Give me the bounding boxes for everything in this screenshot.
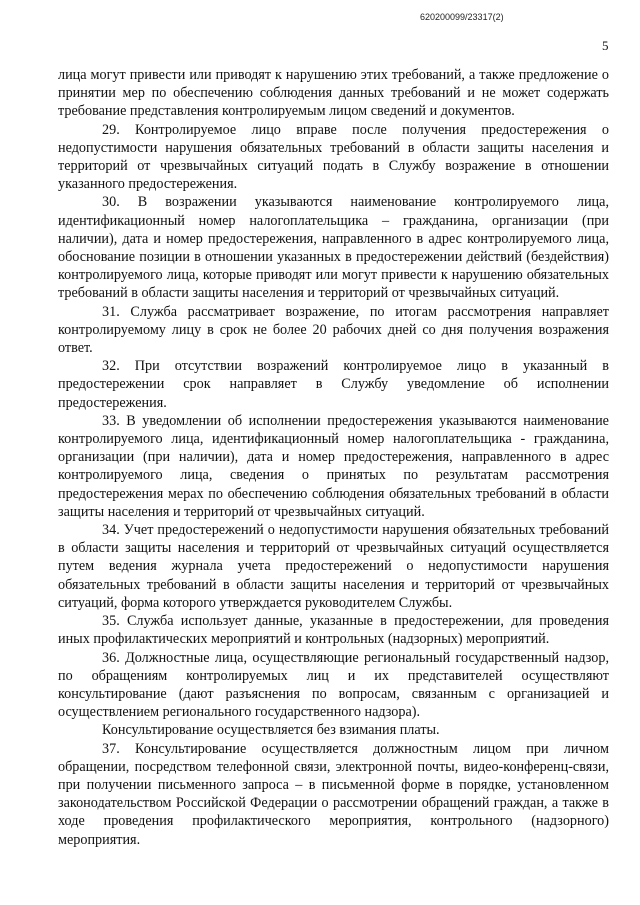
paragraph-35: 35. Служба использует данные, указанные в предостережении, для проведения иных профилактических мероприятий и контрольных (надзорных) мероприятий. <box>58 613 609 648</box>
paragraph-31: 31. Служба рассматривает возражение, по итогам рассмотрения направляет контролируемому лицу в срок не более 20 рабочих дней со дня получения возражения ответ. <box>58 303 609 357</box>
paragraph-37: 37. Консультирование осуществляется должностным лицом при личном обращении, посредством телефонной связи, электронной почты, видео-конференц-связи, при получении письменного запроса – в письменной форме в порядке, установленном законодательством Российской Федерации о рассмотрении обращений граждан, а также в ходе проведения профилактического мероприятия, контрольного (надзорного) мероприятия. <box>58 740 609 848</box>
document-id: 620200099/23317(2) <box>420 12 504 22</box>
document-body <box>58 66 609 849</box>
paragraph-32: 32. При отсутствии возражений контролируемое лицо в указанный в предостережении срок направляет в Службу уведомление об исполнении предостережения. <box>58 358 609 411</box>
paragraph-36: 36. Должностные лица, осуществляющие региональный государственный надзор, по обращениям контролируемых лиц и их представителей осуществляют консультирование (дают разъяснения по вопросам, связанным с организацией и осуществлением регионального государственного надзора). <box>58 649 609 721</box>
paragraph-30: 30. В возражении указываются наименование контролируемого лица, идентификационный номер налогоплательщика – гражданина, организации (при наличии), дата и номер предостережения, направленного в адрес контролируемого лица, обоснование позиции в отношении указанных в предостережении действий (бездействия) контролируемого лица, которые приводят или могут привести к нарушению обязательных требований в области защиты населения и территорий от чрезвычайных ситуаций. <box>58 194 609 302</box>
paragraph-34: 34. Учет предостережений о недопустимости нарушения обязательных требований в области защиты населения и территорий от чрезвычайных ситуаций осуществляется путем ведения журнала учета предостережений о недопустимости нарушения обязательных требований в области защиты населения и территорий от чрезвычайных ситуаций, форма которого утверждается руководителем Службы. <box>58 522 609 611</box>
paragraph-free-of-charge: Консультирование осуществляется без взимания платы. <box>102 722 440 739</box>
paragraph-33: 33. В уведомлении об исполнении предостережения указываются наименование контролируемого лица, идентификационный номер налогоплательщика - гражданина, организации (при наличии), дата и номер предостережения, направленного в адрес контролируемого лица, сведения о принятых по результатам рассмотрения предостережения мерах по обеспечению соблюдения обязательных требований в области защиты населения и территорий от чрезвычайных ситуаций. <box>58 412 609 520</box>
paragraph-29: 29. Контролируемое лицо вправе после получения предостережения о недопустимости нарушения обязательных требований в области защиты населения и территорий от чрезвычайных ситуаций подать в Службу возражение в отношении указанного предостережения. <box>58 121 609 193</box>
page-number: 5 <box>602 38 609 53</box>
paragraph-continuation: лица могут привести или приводят к нарушению этих требований, а также предложение о принятии мер по обеспечению соблюдения данных требований и не может содержать требование представления контролируемым лицом сведений и документов. <box>58 67 609 120</box>
